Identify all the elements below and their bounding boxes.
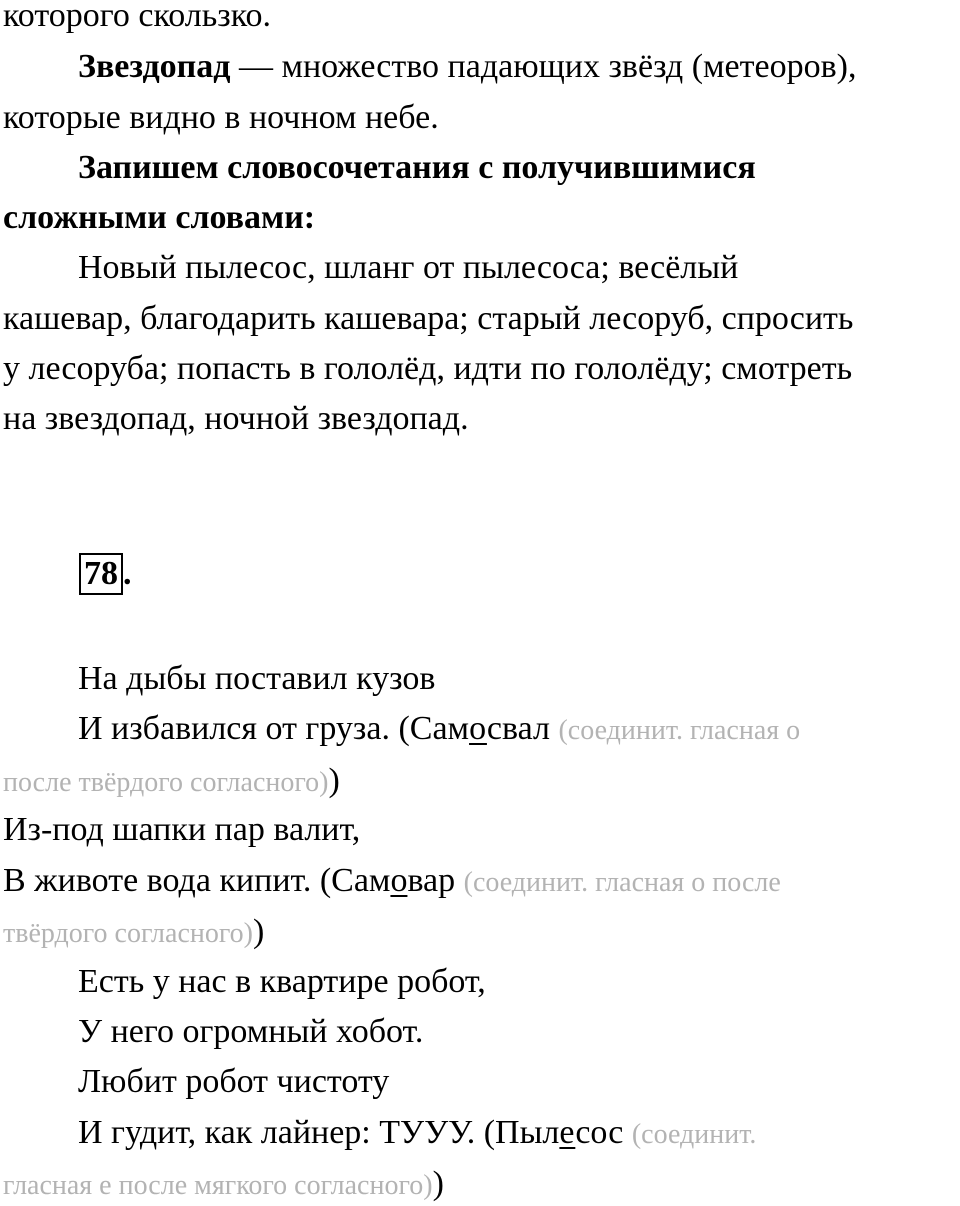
closing-paren: ) (328, 762, 340, 799)
riddle3-answer-tail: сос (575, 1114, 632, 1151)
answer-text-4: на звездопад, ночной звездопад. (3, 400, 469, 437)
definition-line-1 (78, 47, 856, 87)
riddle1-line-3 (3, 761, 340, 803)
riddle1-text-1: На дыбы поставил кузов (78, 660, 436, 697)
grammar-note: (соединит. гласная о (558, 715, 801, 746)
definition-line-2 (3, 98, 439, 138)
riddle2-line-2 (3, 861, 781, 903)
answer-text-3: у лесоруба; попасть в гололёд, идти по гололёду; смотреть (3, 350, 853, 387)
connecting-vowel: о (390, 862, 408, 899)
riddle3-line-4 (78, 1113, 756, 1155)
answer-text-2: кашевар, благодарить кашевара; старый лесоруб, спросить (3, 300, 854, 337)
connecting-vowel: о (469, 710, 487, 747)
intro-text: которого скользко. (3, 0, 271, 34)
riddle3-line-2 (78, 1012, 423, 1052)
answer-line-4 (3, 399, 469, 439)
task-heading-text-1: Запишем словосочетания с получившимися (78, 149, 756, 186)
closing-paren: ) (252, 913, 265, 950)
grammar-note: (соединит. гласная о после (463, 867, 781, 898)
exercise-number-dot: . (123, 555, 132, 592)
riddle3-line-5 (3, 1164, 444, 1206)
riddle1-line-1 (78, 659, 435, 699)
exercise-number-box: 78 (79, 553, 123, 595)
connecting-vowel: е (559, 1114, 576, 1151)
definition-continuation: которые видно в ночном небе. (3, 99, 439, 136)
task-heading-line-2 (3, 198, 315, 238)
riddle3-line-3 (78, 1062, 389, 1102)
riddle3-text-1: Есть у нас в квартире робот, (78, 963, 486, 1000)
answer-line-1 (78, 248, 738, 288)
riddle1-answer-tail: свал (486, 710, 559, 747)
grammar-note-cont: гласная е после мягкого согласного) (3, 1170, 433, 1201)
riddle2-answer-tail: вар (407, 862, 464, 899)
riddle3-line-1 (78, 962, 486, 1002)
definition-term: Звездопад (78, 48, 231, 85)
grammar-note: (соединит. (631, 1119, 757, 1150)
riddle2-text-2: В животе вода кипит. (Сам (3, 862, 391, 899)
riddle2-text-1: Из-под шапки пар валит, (3, 811, 361, 848)
exercise-number (79, 553, 132, 595)
task-heading-text-2: сложными словами: (3, 199, 316, 236)
riddle3-text-2: У него огромный хобот. (78, 1013, 424, 1050)
riddle2-line-1 (3, 810, 360, 850)
riddle3-text-4: И гудит, как лайнер: ТУУУ. (Пыл (78, 1114, 560, 1151)
answer-line-2 (3, 299, 853, 339)
task-heading-line-1 (78, 148, 756, 188)
definition-text: — множество падающих звёзд (метеоров), (230, 48, 857, 85)
answer-text-1: Новый пылесос, шланг от пылесоса; весёлый (78, 249, 739, 286)
riddle1-line-2 (78, 709, 800, 751)
riddle3-text-3: Любит робот чистоту (78, 1063, 390, 1100)
grammar-note-cont: после твёрдого согласного) (3, 767, 329, 798)
grammar-note-cont: твёрдого согласного) (3, 918, 253, 949)
intro-line (3, 0, 271, 36)
closing-paren: ) (432, 1165, 444, 1202)
riddle2-line-3 (3, 912, 264, 954)
answer-line-3 (3, 349, 852, 389)
riddle1-text-2: И избавился от груза. (Сам (78, 710, 470, 747)
